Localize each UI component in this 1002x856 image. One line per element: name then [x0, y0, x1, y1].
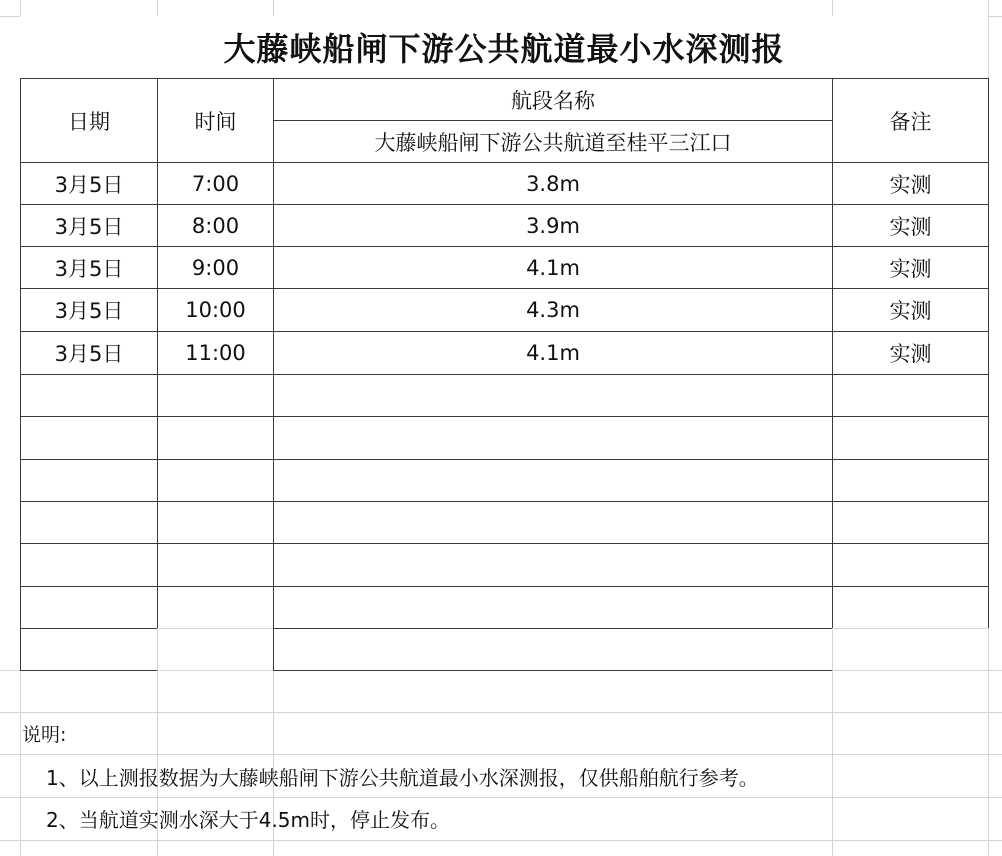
empty-cell[interactable]	[157, 501, 274, 544]
empty-cell[interactable]	[832, 374, 989, 417]
cell-date[interactable]: 3月5日	[20, 162, 158, 205]
cell-remark[interactable]: 实测	[832, 162, 989, 205]
empty-cell[interactable]	[157, 416, 274, 460]
header-time[interactable]: 时间	[157, 78, 274, 163]
cell-depth[interactable]: 3.9m	[273, 204, 833, 247]
empty-cell[interactable]	[832, 416, 989, 460]
note-item: 1、以上测报数据为大藤峡船闸下游公共航道最小水深测报，仅供船舶航行参考。	[46, 765, 759, 790]
cell-date[interactable]: 3月5日	[20, 331, 158, 375]
empty-cell[interactable]	[273, 586, 833, 629]
empty-cell[interactable]	[273, 416, 833, 460]
cell-depth[interactable]: 3.8m	[273, 162, 833, 205]
empty-cell[interactable]	[832, 501, 989, 544]
empty-cell[interactable]	[157, 459, 274, 502]
header-section-name[interactable]: 航段名称	[273, 78, 833, 121]
cell-date[interactable]: 3月5日	[20, 204, 158, 247]
empty-cell[interactable]	[273, 374, 833, 417]
empty-cell[interactable]	[157, 543, 274, 587]
cell-time[interactable]: 8:00	[157, 204, 274, 247]
cell-remark[interactable]: 实测	[832, 246, 989, 289]
cell-remark[interactable]: 实测	[832, 331, 989, 375]
cell-date[interactable]: 3月5日	[20, 246, 158, 289]
empty-cell[interactable]	[273, 501, 833, 544]
cell-depth[interactable]: 4.3m	[273, 288, 833, 332]
cell-depth[interactable]: 4.1m	[273, 331, 833, 375]
empty-cell[interactable]	[20, 416, 158, 460]
empty-cell[interactable]	[832, 459, 989, 502]
header-remark[interactable]: 备注	[832, 78, 989, 163]
empty-cell[interactable]	[832, 628, 989, 671]
grid-line	[0, 797, 1002, 798]
empty-cell[interactable]	[832, 586, 989, 629]
empty-cell[interactable]	[273, 628, 833, 671]
notes-heading: 说明:	[22, 723, 67, 746]
empty-cell[interactable]	[20, 459, 158, 502]
cell-depth[interactable]: 4.1m	[273, 246, 833, 289]
empty-cell[interactable]	[273, 459, 833, 502]
header-date[interactable]: 日期	[20, 78, 158, 163]
cell-remark[interactable]: 实测	[832, 204, 989, 247]
empty-cell[interactable]	[20, 543, 158, 587]
cell-date[interactable]: 3月5日	[20, 288, 158, 332]
empty-cell[interactable]	[157, 628, 274, 671]
grid-line	[0, 840, 1002, 841]
empty-cell[interactable]	[20, 628, 158, 671]
cell-time[interactable]: 7:00	[157, 162, 274, 205]
cell-remark[interactable]: 实测	[832, 288, 989, 332]
header-section-value[interactable]: 大藤峡船闸下游公共航道至桂平三江口	[273, 120, 833, 163]
empty-cell[interactable]	[832, 543, 989, 587]
note-item: 2、当航道实测水深大于4.5m时，停止发布。	[46, 807, 451, 832]
cell-time[interactable]: 10:00	[157, 288, 274, 332]
grid-line	[0, 754, 1002, 755]
cell-time[interactable]: 11:00	[157, 331, 274, 375]
grid-line	[0, 712, 1002, 713]
cell-time[interactable]: 9:00	[157, 246, 274, 289]
empty-cell[interactable]	[20, 374, 158, 417]
empty-cell[interactable]	[273, 543, 833, 587]
empty-cell[interactable]	[20, 501, 158, 544]
empty-cell[interactable]	[157, 374, 274, 417]
empty-cell[interactable]	[20, 586, 158, 629]
empty-cell[interactable]	[157, 586, 274, 629]
page-title: 大藤峡船闸下游公共航道最小水深测报	[20, 16, 988, 78]
